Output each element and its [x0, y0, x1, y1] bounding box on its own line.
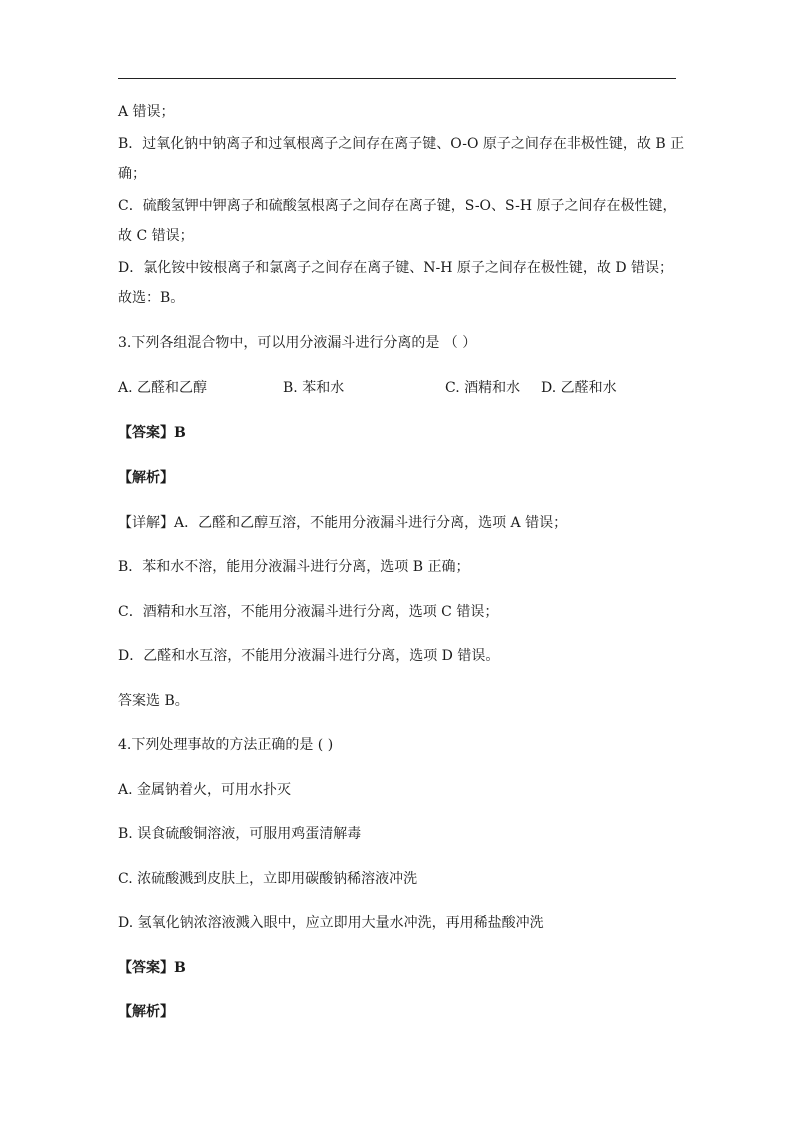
q3-option-d: D. 乙醛和水 [541, 380, 617, 396]
q3-detail-a: 【详解】A．乙醛和乙醇互溶，不能用分液漏斗进行分离，选项 A 错误； [118, 515, 568, 531]
prev-line-a: A 错误； [118, 104, 175, 120]
prev-line-c1: C．硫酸氢钾中钾离子和硫酸氢根离子之间存在离子键，S-O、S-H 原子之间存在极性键， [118, 198, 677, 214]
prev-line-b1: B．过氧化钠中钠离子和过氧根离子之间存在离子键、O-O 原子之间存在非极性键，故 B 正 [118, 136, 685, 152]
q3-option-c: C. 酒精和水 [445, 380, 521, 396]
q3-detail-c: C．酒精和水互溶，不能用分液漏斗进行分离，选项 C 错误； [118, 604, 499, 620]
prev-conclusion: 故选：B。 [118, 290, 185, 306]
prev-line-d: D．氯化铵中铵根离子和氯离子之间存在离子键、N-H 原子之间存在极性键，故 D 错误； [118, 260, 673, 276]
q3-answer: 【答案】B [118, 425, 186, 441]
header-rule [118, 78, 676, 79]
q3-detail-d: D．乙醛和水互溶，不能用分液漏斗进行分离，选项 D 错误。 [118, 648, 500, 664]
q4-option-a: A. 金属钠着火，可用水扑灭 [118, 782, 292, 798]
q3-conclusion: 答案选 B。 [118, 693, 189, 709]
prev-line-b2: 确； [118, 166, 146, 182]
q4-option-c: C. 浓硫酸溅到皮肤上，立即用碳酸钠稀溶液冲洗 [118, 871, 418, 887]
prev-line-c2: 故 C 错误； [118, 228, 194, 244]
q3-analysis-label: 【解析】 [118, 470, 174, 486]
q4-stem: 4.下列处理事故的方法正确的是 ( ) [118, 737, 334, 753]
q4-option-d: D. 氢氧化钠浓溶液溅入眼中，应立即用大量水冲洗，再用稀盐酸冲洗 [118, 915, 544, 931]
q4-answer: 【答案】B [118, 960, 186, 976]
q4-analysis-label: 【解析】 [118, 1004, 174, 1020]
q3-option-a: A. 乙醛和乙醇 [118, 380, 208, 396]
q4-option-b: B. 误食硫酸铜溶液，可服用鸡蛋清解毒 [118, 826, 362, 842]
q3-stem: 3.下列各组混合物中，可以用分液漏斗进行分离的是 （ ） [118, 335, 477, 351]
q3-option-b: B. 苯和水 [283, 380, 345, 396]
q3-detail-b: B．苯和水不溶，能用分液漏斗进行分离，选项 B 正确； [118, 559, 470, 575]
